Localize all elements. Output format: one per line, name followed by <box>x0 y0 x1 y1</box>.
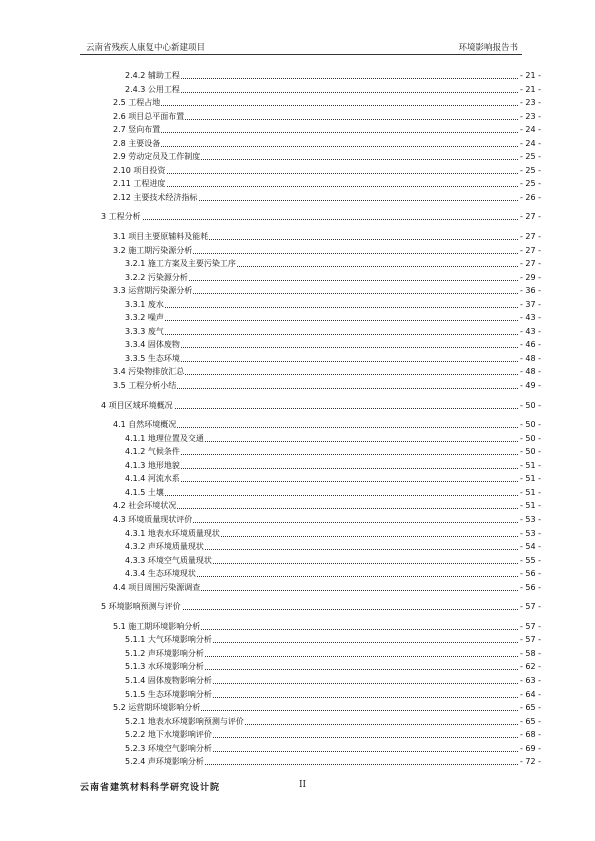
toc-entry-label: 2.11 工程进度 <box>113 177 166 191</box>
toc-dot-leader <box>113 146 518 147</box>
toc-entry-page: - 57 - <box>518 633 541 647</box>
toc-entry-page: - 65 - <box>518 701 541 715</box>
toc-entry-label: 4.3.1 地表水环境质量现状 <box>125 527 221 541</box>
toc-entry-page: - 51 - <box>518 472 541 486</box>
toc-entry-page: - 25 - <box>518 164 541 178</box>
toc-entry-page: - 72 - <box>518 755 541 769</box>
toc-entry[interactable] <box>0 647 595 661</box>
toc-entry[interactable] <box>0 513 595 527</box>
table-of-contents <box>0 69 595 769</box>
toc-entry-label: 4.1 自然环境概况 <box>113 418 177 432</box>
toc-entry-page: - 26 - <box>518 191 541 205</box>
header-report-title: 环境影响报告书 <box>458 43 518 53</box>
toc-entry[interactable] <box>0 554 595 568</box>
toc-entry-label: 4.3.4 生态环境现状 <box>125 567 197 581</box>
toc-entry-page: - 51 - <box>518 459 541 473</box>
toc-entry-label: 5.1.3 水环境影响分析 <box>125 660 205 674</box>
toc-entry-label: 4.1.4 河流水系 <box>125 472 181 486</box>
toc-entry-label: 5 环境影响预测与评价 <box>101 600 182 614</box>
toc-entry-label: 2.6 项目总平面布置 <box>113 110 185 124</box>
toc-entry-page: - 23 - <box>518 110 541 124</box>
toc-entry-page: - 51 - <box>518 486 541 500</box>
toc-entry[interactable] <box>0 620 595 634</box>
toc-entry-page: - 50 - <box>518 445 541 459</box>
toc-entry-page: - 63 - <box>518 674 541 688</box>
toc-entry-label: 4.1.1 地理位置及交通 <box>125 432 205 446</box>
footer-institute-name: 云南省建筑材料科学研究设计院 <box>80 783 221 793</box>
toc-entry-page: - 27 - <box>518 210 541 224</box>
toc-entry-page: - 57 - <box>518 620 541 634</box>
toc-entry[interactable] <box>0 472 595 486</box>
toc-entry-page: - 25 - <box>518 177 541 191</box>
toc-entry-label: 2.12 主要技术经济指标 <box>113 191 198 205</box>
toc-entry-page: - 25 - <box>518 150 541 164</box>
toc-entry[interactable] <box>0 257 595 271</box>
toc-entry-label: 4.4 项目周围污染源调查 <box>113 581 201 595</box>
toc-entry[interactable] <box>0 660 595 674</box>
toc-entry-label: 3.3.3 废气 <box>125 325 165 339</box>
toc-entry-label: 2.4.3 公用工程 <box>125 83 181 97</box>
header-project-title: 云南省残疾人康复中心新建项目 <box>86 43 206 53</box>
toc-entry-label: 3.1 项目主要原辅料及能耗 <box>113 230 209 244</box>
toc-entry-label: 5.2 运营期环境影响分析 <box>113 701 201 715</box>
toc-entry-label: 4.2 社会环境状况 <box>113 499 177 513</box>
toc-entry-page: - 50 - <box>518 399 541 413</box>
toc-dot-leader <box>125 468 518 469</box>
toc-entry-page: - 27 - <box>518 257 541 271</box>
toc-entry[interactable] <box>0 674 595 688</box>
toc-dot-leader <box>125 307 518 308</box>
toc-entry-page: - 43 - <box>518 325 541 339</box>
page-header <box>80 40 522 55</box>
toc-entry-label: 3.3.2 噪声 <box>125 311 165 325</box>
toc-entry[interactable] <box>0 123 595 137</box>
toc-entry[interactable] <box>0 177 595 191</box>
toc-entry[interactable] <box>0 459 595 473</box>
toc-entry-page: - 23 - <box>518 96 541 110</box>
toc-entry-page: - 48 - <box>518 365 541 379</box>
toc-entry[interactable] <box>0 581 595 595</box>
toc-entry[interactable] <box>0 298 595 312</box>
toc-entry-label: 5.1.2 声环境影响分析 <box>125 647 205 661</box>
toc-entry-page: - 62 - <box>518 660 541 674</box>
toc-entry[interactable] <box>0 379 595 393</box>
toc-entry[interactable] <box>0 540 595 554</box>
toc-dot-leader <box>113 186 518 187</box>
toc-entry-page: - 51 - <box>518 499 541 513</box>
toc-dot-leader <box>125 78 518 79</box>
toc-entry-label: 2.5 工程占地 <box>113 96 161 110</box>
toc-entry-label: 3.3 运营期污染源分析 <box>113 284 193 298</box>
toc-entry[interactable] <box>0 755 595 769</box>
toc-entry-label: 3.4 污染物排放汇总 <box>113 365 185 379</box>
toc-entry-label: 4.1.3 地形地貌 <box>125 459 181 473</box>
toc-entry[interactable] <box>0 701 595 715</box>
toc-dot-leader <box>125 92 518 93</box>
toc-entry-page: - 24 - <box>518 137 541 151</box>
toc-entry-page: - 21 - <box>518 83 541 97</box>
toc-entry-page: - 29 - <box>518 271 541 285</box>
toc-entry[interactable] <box>0 338 595 352</box>
toc-entry[interactable] <box>0 445 595 459</box>
toc-entry-label: 3.2 施工期污染源分析 <box>113 244 193 258</box>
toc-entry-page: - 50 - <box>518 432 541 446</box>
toc-entry-label: 5.1.1 大气环境影响分析 <box>125 633 213 647</box>
toc-entry[interactable] <box>0 728 595 742</box>
toc-entry[interactable] <box>0 688 595 702</box>
toc-entry-page: - 57 - <box>518 600 541 614</box>
toc-entry-label: 5.2.3 环境空气影响分析 <box>125 742 213 756</box>
toc-entry[interactable] <box>0 284 595 298</box>
toc-entry-label: 4.3.2 声环境质量现状 <box>125 540 205 554</box>
toc-entry-label: 3.5 工程分析小结 <box>113 379 177 393</box>
toc-entry-page: - 69 - <box>518 742 541 756</box>
toc-dot-leader <box>125 495 518 496</box>
toc-dot-leader <box>113 173 518 174</box>
toc-entry[interactable] <box>0 110 595 124</box>
toc-entry[interactable] <box>0 567 595 581</box>
toc-entry-page: - 65 - <box>518 715 541 729</box>
toc-entry-page: - 64 - <box>518 688 541 702</box>
toc-dot-leader <box>125 361 518 362</box>
toc-entry-label: 3.2.1 施工方案及主要污染工序 <box>125 257 237 271</box>
toc-entry-label: 4.3.3 环境空气质量现状 <box>125 554 213 568</box>
toc-entry[interactable] <box>0 399 595 413</box>
footer-page-number: II <box>299 780 307 790</box>
toc-dot-leader <box>101 219 518 220</box>
toc-entry-page: - 24 - <box>518 123 541 137</box>
toc-entry[interactable] <box>0 150 595 164</box>
toc-entry-page: - 50 - <box>518 418 541 432</box>
toc-entry-label: 4.3 环境质量现状评价 <box>113 513 193 527</box>
toc-entry-page: - 53 - <box>518 513 541 527</box>
toc-entry-label: 3.3.4 固体废物 <box>125 338 181 352</box>
toc-dot-leader <box>125 334 518 335</box>
toc-dot-leader <box>125 481 518 482</box>
toc-entry[interactable] <box>0 164 595 178</box>
toc-entry[interactable] <box>0 244 595 258</box>
toc-entry-page: - 49 - <box>518 379 541 393</box>
toc-dot-leader <box>125 347 518 348</box>
toc-entry[interactable] <box>0 137 595 151</box>
toc-entry[interactable] <box>0 527 595 541</box>
toc-entry-label: 5.1 施工期环境影响分析 <box>113 620 201 634</box>
toc-entry-label: 3.3.5 生态环境 <box>125 352 181 366</box>
toc-entry[interactable] <box>0 230 595 244</box>
toc-entry-label: 5.2.2 地下水境影响评价 <box>125 728 213 742</box>
toc-entry-label: 2.7 竖向布置 <box>113 123 161 137</box>
toc-entry[interactable] <box>0 600 595 614</box>
toc-entry[interactable] <box>0 499 595 513</box>
toc-entry-label: 2.10 项目投资 <box>113 164 166 178</box>
toc-entry-page: - 37 - <box>518 298 541 312</box>
toc-entry-page: - 58 - <box>518 647 541 661</box>
toc-entry-label: 4.1.2 气候条件 <box>125 445 181 459</box>
toc-entry[interactable] <box>0 96 595 110</box>
toc-entry-page: - 27 - <box>518 230 541 244</box>
toc-dot-leader <box>113 105 518 106</box>
toc-entry[interactable] <box>0 486 595 500</box>
toc-entry-page: - 21 - <box>518 69 541 83</box>
toc-entry[interactable] <box>0 365 595 379</box>
toc-entry-label: 5.2.4 声环境影响分析 <box>125 755 205 769</box>
toc-entry-label: 3.2.2 污染源分析 <box>125 271 189 285</box>
toc-entry-label: 2.8 主要设备 <box>113 137 161 151</box>
toc-dot-leader <box>125 454 518 455</box>
toc-entry-page: - 68 - <box>518 728 541 742</box>
toc-entry[interactable] <box>0 191 595 205</box>
toc-entry-page: - 27 - <box>518 244 541 258</box>
toc-entry-page: - 53 - <box>518 527 541 541</box>
toc-entry[interactable] <box>0 715 595 729</box>
toc-entry[interactable] <box>0 69 595 83</box>
toc-entry-label: 2.9 劳动定员及工作制度 <box>113 150 201 164</box>
toc-entry-label: 5.1.4 固体废物影响分析 <box>125 674 213 688</box>
toc-entry-page: - 54 - <box>518 540 541 554</box>
toc-entry[interactable] <box>0 418 595 432</box>
toc-entry[interactable] <box>0 271 595 285</box>
toc-entry-page: - 48 - <box>518 352 541 366</box>
toc-entry-page: - 56 - <box>518 581 541 595</box>
toc-entry-label: 3.3.1 废水 <box>125 298 165 312</box>
toc-entry-label: 2.4.2 辅助工程 <box>125 69 181 83</box>
toc-entry-page: - 55 - <box>518 554 541 568</box>
toc-entry-page: - 56 - <box>518 567 541 581</box>
toc-entry[interactable] <box>0 633 595 647</box>
toc-entry[interactable] <box>0 83 595 97</box>
toc-entry-label: 5.2.1 地表水环境影响预测与评价 <box>125 715 245 729</box>
toc-entry[interactable] <box>0 432 595 446</box>
toc-entry[interactable] <box>0 210 595 224</box>
toc-entry-page: - 43 - <box>518 311 541 325</box>
toc-entry-page: - 46 - <box>518 338 541 352</box>
toc-entry-page: - 36 - <box>518 284 541 298</box>
toc-entry[interactable] <box>0 311 595 325</box>
toc-entry[interactable] <box>0 742 595 756</box>
toc-entry[interactable] <box>0 352 595 366</box>
toc-dot-leader <box>113 132 518 133</box>
toc-entry[interactable] <box>0 325 595 339</box>
toc-entry-label: 3 工程分析 <box>101 210 142 224</box>
page-footer <box>80 778 522 798</box>
toc-entry-label: 5.1.5 生态环境影响分析 <box>125 688 213 702</box>
toc-entry-label: 4.1.5 土壤 <box>125 486 165 500</box>
toc-entry-label: 4 项目区域环境概况 <box>101 399 174 413</box>
toc-dot-leader <box>125 320 518 321</box>
